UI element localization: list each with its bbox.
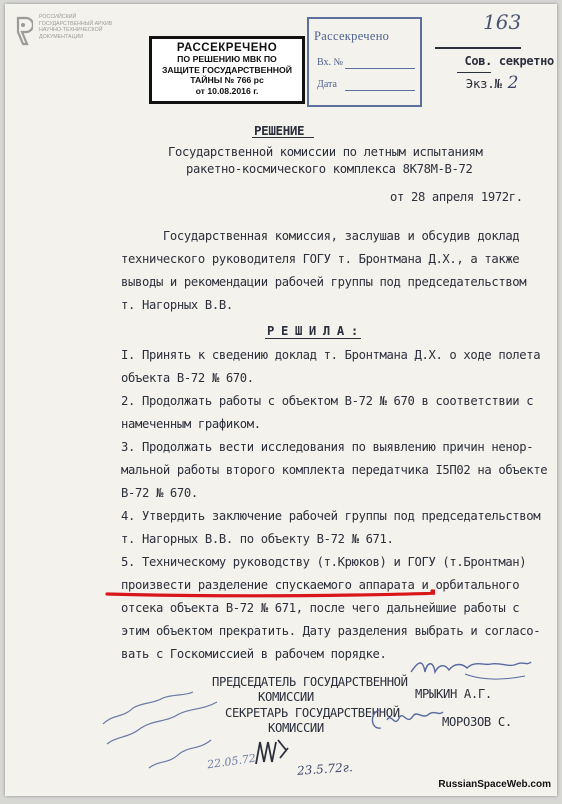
document-subtitle-1: Государственной комиссии по летным испытаниям <box>168 145 483 159</box>
resolution-item-5: произвести разделение спускаемого аппарата и орбитального <box>121 578 520 592</box>
declassified-title: РАССЕКРЕЧЕНО <box>176 42 278 54</box>
resolution-item-1: объекта В-72 № 670. <box>121 371 254 385</box>
resolution-item-3: мальной работы второго комплекта передатчика I5П02 на объекте <box>121 463 548 477</box>
chairman-title: КОМИССИИ <box>258 690 314 704</box>
copy-number: Экз.№ 2 <box>465 73 519 93</box>
declassified-stamp <box>307 17 422 107</box>
resolution-item-5: 5. Техническому руководству (т.Крюков) и ГОГУ (т.Бронтман) <box>121 555 527 569</box>
handwritten-page-number: 163 <box>483 10 522 34</box>
resolution-item-5: отсека объекта В-72 № 671, после чего дальнейшие работы с <box>121 601 520 615</box>
chairman-title: ПРЕДСЕДАТЕЛЬ ГОСУДАРСТВЕННОЙ <box>212 675 408 689</box>
stamp-title: Рассекречено <box>314 29 390 43</box>
resolution-item-3: 3. Продолжать вести исследования по выявлению причин ненор- <box>121 440 534 454</box>
resolution-item-1: I. Принять к сведению доклад т. Бронтмана Д.Х. о ходе полета <box>121 348 541 362</box>
stamp-date-label: Дата <box>317 79 337 90</box>
approval-signature <box>252 736 292 770</box>
chairman-signature <box>405 652 535 692</box>
stamp-in-label: Вх. № <box>317 57 344 68</box>
site-credit: RussianSpaceWeb.com <box>438 779 551 790</box>
intro-line: Государственная комиссия, заслушав и обсудив доклад <box>121 229 520 243</box>
intro-line: технического руководителя ГОГУ т. Бронтмана Д.Х., а также <box>121 252 520 266</box>
archive-emblem-icon <box>15 16 33 46</box>
declassified-notice: РАССЕКРЕЧЕНО ПО РЕШЕНИЮ МВК ПО ЗАЩИТЕ ГОСУДАРСТВЕННОЙ ТАЙНЫ № 766 рс от 10.08.2016 г. <box>149 36 305 104</box>
resolution-item-2: 2. Продолжать работы с объектом В-72 № 670 в соответствии с <box>121 394 534 408</box>
heading-underline <box>252 137 314 138</box>
strike-line <box>435 47 521 49</box>
secrecy-label: Сов. секретно <box>464 54 554 68</box>
secretary-title: КОМИССИИ <box>268 721 324 735</box>
handwritten-date-2: 23.5.72г. <box>296 760 354 778</box>
copy-underline <box>457 72 491 73</box>
document-date: от 28 апреля 1972г. <box>390 190 523 204</box>
red-highlight-underline <box>105 586 435 600</box>
secretary-name: МОРОЗОВ С. <box>442 715 512 729</box>
document-page <box>5 4 557 796</box>
intro-line: выводы и рекомендации рабочей группы под председательством <box>121 275 527 289</box>
archive-name: РОССИЙСКИЙ ГОСУДАРСТВЕННЫЙ АРХИВ НАУЧНО-ТЕХНИЧЕСКОЙ ДОКУМЕНТАЦИИ <box>39 14 113 40</box>
handwritten-date-1: 22.05.72 <box>206 751 257 772</box>
document-subtitle-2: ракетно-космического комплекса 8К78М-В-72 <box>186 162 473 176</box>
resolution-item-5: вать с Госкомиссией в рабочем порядке. <box>121 647 387 661</box>
resolution-item-5: этим объектом прекратить. Дату разделения выбрать и согласо- <box>121 624 541 638</box>
resolution-item-2: намеченным графиком. <box>121 417 261 431</box>
secretary-title: СЕКРЕТАРЬ ГОСУДАРСТВЕННОЙ <box>225 706 400 720</box>
resolution-item-3: В-72 № 670. <box>121 486 198 500</box>
intro-line: т. Нагорных В.В. <box>121 298 233 312</box>
archive-logo <box>15 14 135 54</box>
resolution-item-4: т. Нагорных В.В. по объекту В-72 № 671. <box>121 532 394 546</box>
document-heading: РЕШЕНИЕ <box>254 123 305 138</box>
resolved-underline <box>265 338 361 339</box>
secretary-signature <box>365 700 445 740</box>
stamp-line <box>345 68 415 69</box>
chairman-name: МРЫКИН А.Г. <box>415 687 492 701</box>
resolved-heading: Р Е Ш И Л А : <box>267 324 358 338</box>
resolution-item-4: 4. Утвердить заключение рабочей группы под председательством <box>121 509 541 523</box>
stamp-line <box>345 90 415 91</box>
